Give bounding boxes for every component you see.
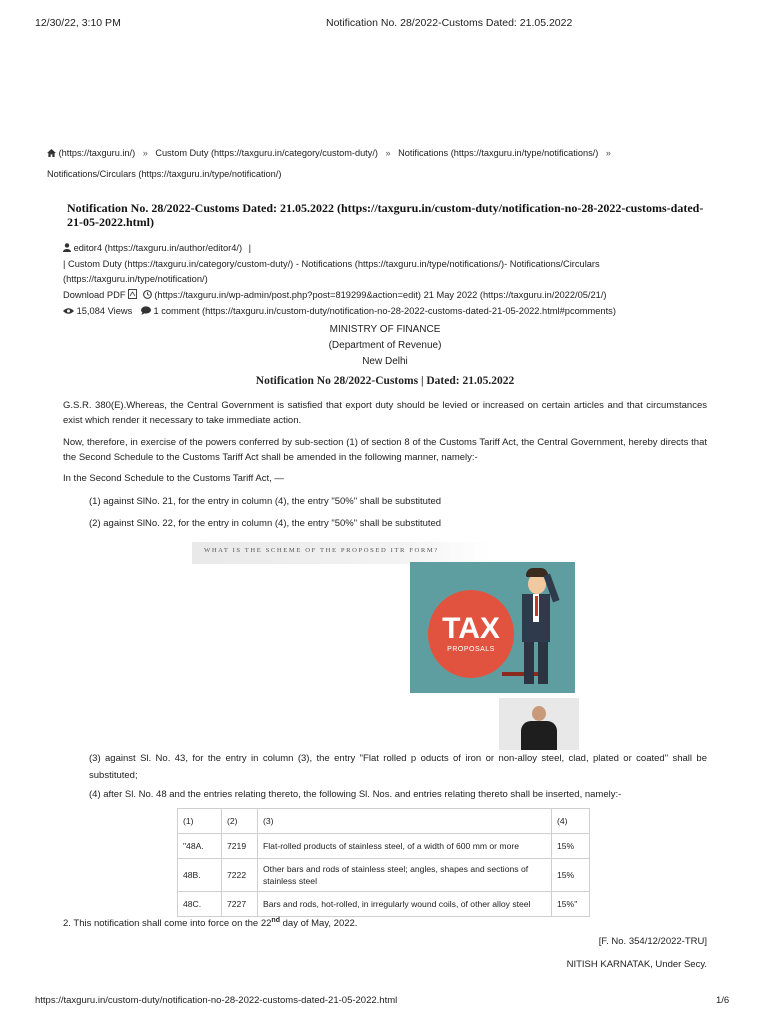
breadcrumb-separator: » [605,148,611,158]
breadcrumb-separator: » [142,148,148,158]
signatory: NITISH KARNATAK, Under Secy. [566,959,707,970]
table-row [178,859,590,892]
tax-illustration [410,562,575,693]
table-row [178,834,590,859]
paragraph-whereas: G.S.R. 380(E).Whereas, the Central Government is satisfied that export duty should be levied or increased on certain articles and that circumstances exist which render it necessary to take immediate action. [63,400,707,426]
user-icon [63,242,71,257]
table-cell: 7227 [222,892,258,917]
categories-line-2[interactable]: (https://taxguru.in/type/notification/) [63,274,208,284]
city-name: New Delhi [362,356,408,367]
table-header-cell: (1) [178,809,222,834]
notification-heading: Notification No 28/2022-Customs | Dated: 21.05.2022 [255,375,515,387]
effective-date-text-end: day of May, 2022. [279,918,358,930]
amendment-item-4: (4) after Sl. No. 48 and the entries relating thereto, the following Sl. Nos. and entries relating thereto shall be inserted, namely:- [89,789,622,800]
table-cell: 7222 [222,859,258,892]
table-cell: 48B. [178,859,222,892]
breadcrumb-custom-duty[interactable]: Custom Duty (https://taxguru.in/category/custom-duty/) [155,148,378,158]
table-row [178,892,590,917]
table-header-cell: (3) [258,809,552,834]
table-cell: 48C. [178,892,222,917]
tax-ball-subtext: PROPOSALS [447,646,495,653]
breadcrumb-separator: » [385,148,391,158]
author-link[interactable]: editor4 (https://taxguru.in/author/editor4/) [73,243,243,253]
footer-url: https://taxguru.in/custom-duty/notification-no-28-2022-customs-dated-21-05-2022.html [35,995,398,1006]
tax-ball-text: TAX [442,612,500,645]
table-header-cell: (4) [552,809,590,834]
views-count: 15,084 Views [76,306,133,316]
amendment-item-3: (3) against Sl. No. 43, for the entry in column (3), the entry "Flat rolled p oducts of iron or non-alloy steel, clad, plated or coated" shall be substituted; [89,753,707,781]
table-cell: 15% [552,834,590,859]
download-line [63,288,607,304]
breadcrumb [47,148,616,159]
home-icon[interactable] [47,149,56,159]
effective-date-text: 2. This notification shall come into force on the 22 [63,918,272,930]
author-line [63,241,251,257]
eye-icon [63,305,74,320]
download-pdf-link[interactable]: Download PDF [63,290,126,300]
entries-table [177,808,590,917]
man-leg-right [538,642,548,684]
breadcrumb-notifications[interactable]: Notifications (https://taxguru.in/type/notifications/) [398,148,599,158]
page-number: 1/6 [716,995,730,1006]
table-cell: 15% [552,859,590,892]
clock-icon [143,289,152,304]
table-cell: 7219 [222,834,258,859]
advertisement[interactable] [192,542,582,752]
presenter-body [521,721,557,750]
table-header-cell: (2) [222,809,258,834]
print-datetime: 12/30/22, 3:10 PM [35,17,121,29]
breadcrumb-home-link[interactable]: (https://taxguru.in/) [58,148,136,158]
paragraph-now-therefore: Now, therefore, in exercise of the powers conferred by sub-section (1) of section 8 of the Customs Tariff Act, the Central Government, hereby directs that the Second Schedule to the Customs Tariff Act shall be amended in the following manner, namely:- [63,437,707,463]
print-doc-title: Notification No. 28/2022-Customs Dated: 21.05.2022 [326,17,573,29]
ministry-name: MINISTRY OF FINANCE [329,324,441,335]
comment-icon [141,305,151,320]
table-cell: Other bars and rods of stainless steel; angles, shapes and sections of stainless steel [258,859,552,892]
edit-date-link[interactable]: (https://taxguru.in/wp-admin/post.php?post=819299&action=edit) 21 May 2022 (https://taxguru.in/2022/05/21/) [154,290,607,300]
categories-line[interactable]: | Custom Duty (https://taxguru.in/category/custom-duty/) - Notifications (https://taxguru.in/type/notifications/)- Notifications/Circulars [63,259,600,269]
department-name: (Department of Revenue) [328,340,442,351]
comments-link[interactable]: 1 comment (https://taxguru.in/custom-duty/notification-no-28-2022-customs-dated-21-05-2022.html#pcomments) [153,306,616,316]
table-cell: 15%" [552,892,590,917]
man-leg-left [524,642,534,684]
table-cell: Flat-rolled products of stainless steel, of a width of 600 mm or more [258,834,552,859]
ad-banner-text: WHAT IS THE SCHEME OF THE PROPOSED ITR FORM? [204,547,439,554]
author-separator: | [248,243,252,253]
pdf-icon[interactable] [128,289,137,304]
table-cell: Bars and rods, hot-rolled, in irregularly wound coils, of other alloy steel [258,892,552,917]
file-number: [F. No. 354/12/2022-TRU] [598,936,707,947]
amendment-item-2: (2) against SlNo. 22, for the entry in column (4), the entry "50%" shall be substituted [89,518,442,529]
paragraph-second-schedule: In the Second Schedule to the Customs Tariff Act, — [63,473,284,484]
amendment-item-1: (1) against SlNo. 21, for the entry in column (4), the entry "50%" shall be substituted [89,496,442,507]
table-header-row [178,809,590,834]
breadcrumb-circulars[interactable]: Notifications/Circulars (https://taxguru.in/type/notification/) [47,169,282,179]
chain [502,672,540,676]
presenter-head [532,706,546,721]
table-cell: "48A. [178,834,222,859]
man-tie [535,596,538,616]
article-title[interactable]: Notification No. 28/2022-Customs Dated: 21.05.2022 (https://taxguru.in/custom-duty/notification-no-28-2022-customs-dated-21-05-2022.html) [67,201,704,229]
paragraph-effective-date [63,914,707,932]
effective-date-sup: nd [271,917,280,924]
stats-line [63,304,616,320]
video-thumbnail[interactable] [499,698,579,750]
